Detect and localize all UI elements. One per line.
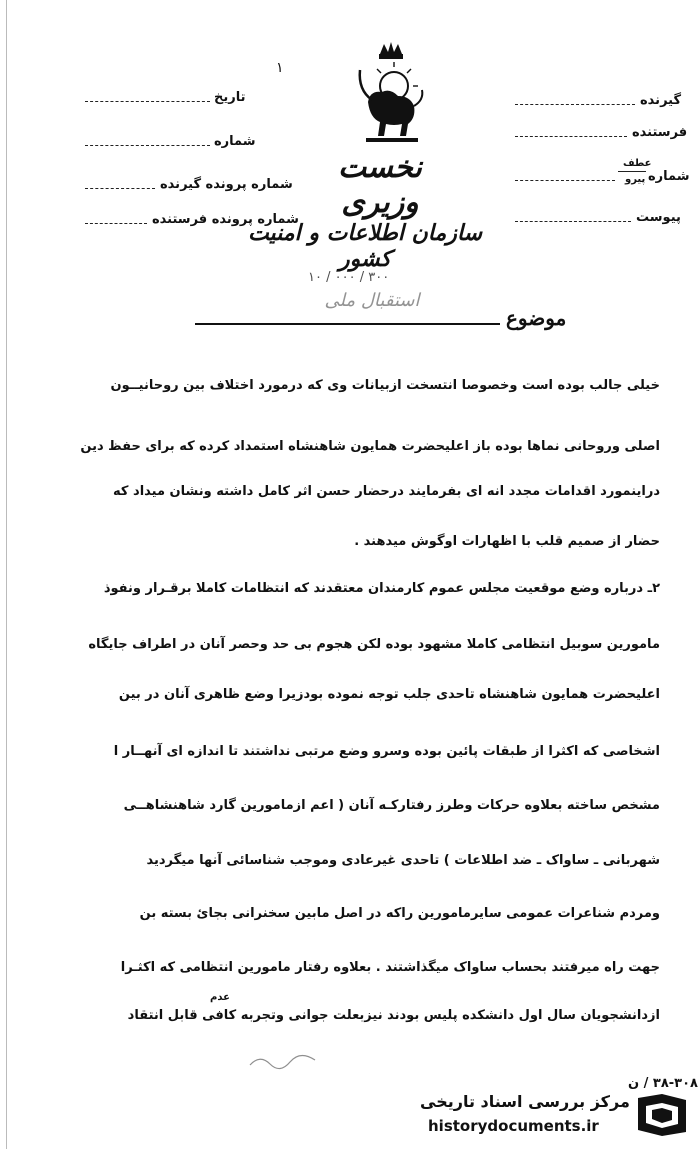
attachment-label: پیوست (636, 210, 681, 225)
date-label: تاریخ (214, 90, 246, 105)
margin-note: عدم (210, 992, 230, 1003)
body-line-5: ۲ـ درباره وضع موقعیت مجلس عموم کارمندان معتقدند که انتظامات کاملا برقـرار ونفوذ (103, 581, 660, 596)
sender-file-line (85, 223, 147, 224)
number-label-left: شماره (214, 134, 256, 149)
scan-edge-line (6, 0, 7, 1149)
body-line-6: مامورین سوبیل انتظامی کاملا مشهود بوده لکن هجوم بی حد وحصر آنان در اطراف جایگاه (88, 637, 660, 652)
date-line (85, 101, 210, 102)
subject-underline (195, 323, 500, 325)
body-line-13: ازدانشجویان سال اول دانشکده پلیس بودند نیزبعلت جوانی وتجربه کافی قابل انتقاد (127, 1008, 660, 1023)
number-label: شماره (648, 169, 690, 184)
recipient-label: گیرنده (640, 93, 682, 108)
number-sub-bottom: پیرو (625, 174, 646, 185)
subject-value: استقبال ملی (324, 290, 420, 311)
recipient-file-line (85, 188, 155, 189)
sender-file-label: شماره پرونده فرستنده (152, 212, 299, 227)
body-line-10: شهربانی ـ ساواک ـ ضد اطلاعات ) تاحدی غیرعادی وموجب شناسائی آنها میگردید (146, 853, 660, 868)
sender-line (515, 136, 627, 137)
history-documents-logo-icon (632, 1090, 692, 1140)
number-line-left (85, 145, 210, 146)
body-line-3: دراینمورد اقدامات مجدد انه ای بفرمایند درحضار حسن اثر کامل داشته ونشان میداد که (113, 484, 660, 499)
body-line-9: مشخص ساخته بعلاوه حرکات وطرز رفتارکـه آنان ( اعم ازمامورین گارد شاهنشاهــی (123, 798, 660, 813)
recipient-file-label: شماره پرونده گیرنده (160, 177, 293, 192)
body-line-1: خیلی جالب بوده است وخصوصا انتسخت ازبیانات وی که درمورد اختلاف بین روحانیــون (110, 378, 660, 393)
lion-and-sun-emblem-icon (350, 40, 432, 150)
signature-scribble (245, 1050, 325, 1072)
number-sub-top: عطف (623, 158, 652, 169)
page-mark: ۱ (276, 60, 284, 76)
number-fraction-bar (618, 171, 646, 172)
document-code: ۳۸-۳۰۸ / ن (628, 1076, 698, 1091)
body-line-12: جهت راه میرفتند بحساب ساواک میگذاشتند . بعلاوه رفتار مامورین انتظامی که اکثـرا (120, 960, 660, 975)
attachment-line (515, 221, 631, 222)
organization-title: نخست وزیری (338, 150, 422, 220)
body-line-7: اعلیحضرت همایون شاهنشاه تاحدی جلب توجه نموده بودزیرا وضع ظاهری آنان در بین (118, 687, 660, 702)
body-line-8: اشخاصی که اکثرا از طبقات پائین بوده وسرو وضع مرتبی نداشتند تا اندازه ای آنهــار ا (113, 744, 660, 759)
recipient-line (515, 104, 635, 105)
watermark-title: مرکز بررسی اسناد تاریخی (420, 1092, 630, 1111)
watermark-url: historydocuments.ir (428, 1117, 599, 1135)
body-line-4: حضار از صمیم قلب با اظهارات اوگوش میدهند . (354, 534, 660, 549)
subject-label: موضوع (506, 306, 567, 330)
sender-label: فرستنده (632, 125, 688, 140)
body-line-2: اصلی وروحانی نماها بوده باز اعلیحضرت همایون شاهنشاه استمداد کرده که برای حفظ دین (80, 439, 660, 454)
organization-subtitle: سازمان اطلاعات و امنیت کشور (247, 220, 483, 272)
body-line-11: ومردم شناعرات عمومی سایرمامورین راکه در اصل مابین سخنرانی بجائ بسته بن (139, 906, 660, 921)
number-line (515, 180, 615, 181)
subject-ref: ۳۰۰ / ۰۰۰ / ۱۰ (308, 270, 390, 285)
